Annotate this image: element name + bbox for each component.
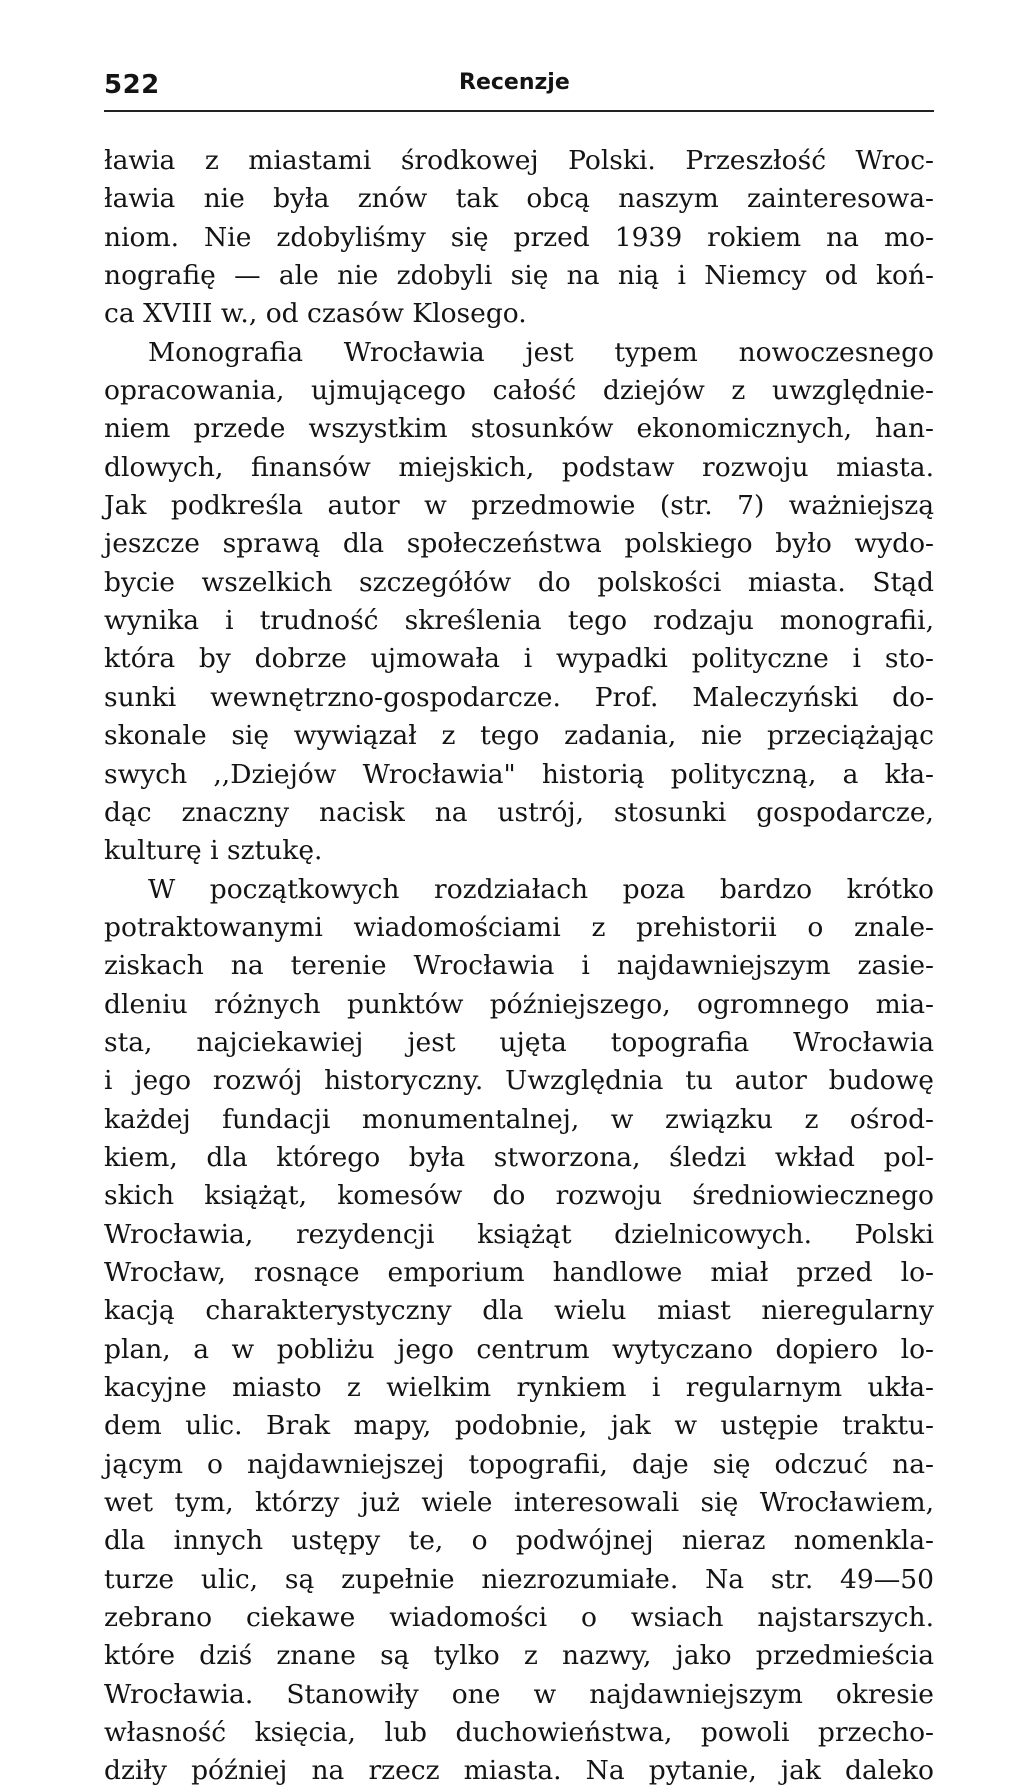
text-line: kiem, dla którego była stworzona, śledzi wkład pol- xyxy=(104,1141,934,1173)
text-line: Wrocław, rosnące emporium handlowe miał przed lo- xyxy=(104,1256,934,1288)
body-text xyxy=(104,142,934,1791)
page-number: 522 xyxy=(104,70,160,100)
text-line: dla innych ustępy te, o podwójnej nieraz nomenkla- xyxy=(104,1525,934,1557)
text-line: jącym o najdawniejszej topografii, daje się odczuć na- xyxy=(104,1448,934,1480)
text-line: sunki wewnętrzno-gospodarcze. Prof. Maleczyński do- xyxy=(104,681,934,713)
text-line: Wrocławia. Stanowiły one w najdawniejszym okresie xyxy=(104,1678,934,1710)
text-line: ławia nie była znów tak obcą naszym zainteresowa- xyxy=(104,183,934,215)
text-line: własność księcia, lub duchowieństwa, powoli przecho- xyxy=(104,1717,934,1749)
text-line: zebrano ciekawe wiadomości o wsiach najstarszych. xyxy=(104,1602,934,1634)
text-line: sta, najciekawiej jest ujęta topografia Wrocławia xyxy=(104,1026,934,1058)
text-line: swych ,,Dziejów Wrocławia" historią polityczną, a kła- xyxy=(104,758,934,790)
text-line: która by dobrze ujmowała i wypadki polityczne i sto- xyxy=(104,643,934,675)
text-line: skonale się wywiązał z tego zadania, nie przeciążając xyxy=(104,720,934,752)
text-line: opracowania, ujmującego całość dziejów z uwzględnie- xyxy=(104,375,934,407)
text-line: niem przede wszystkim stosunków ekonomicznych, han- xyxy=(104,413,934,445)
text-line: Jak podkreśla autor w przedmowie (str. 7) ważniejszą xyxy=(104,490,934,522)
text-line: ca XVIII w., od czasów Klosego. xyxy=(104,298,527,330)
text-line: które dziś znane są tylko z nazwy, jako przedmieścia xyxy=(104,1640,934,1672)
text-line: Monografia Wrocławia jest typem nowoczesnego xyxy=(148,336,934,368)
text-line: dąc znaczny nacisk na ustrój, stosunki gospodarcze, xyxy=(104,796,934,828)
text-line: kulturę i sztukę. xyxy=(104,835,323,867)
text-line: każdej fundacji monumentalnej, w związku z ośrod- xyxy=(104,1103,934,1135)
text-line: ziskach na terenie Wrocławia i najdawniejszym zasie- xyxy=(104,950,934,982)
text-line: plan, a w pobliżu jego centrum wytyczano dopiero lo- xyxy=(104,1333,934,1365)
text-line: bycie wszelkich szczegółów do polskości miasta. Stąd xyxy=(104,566,934,598)
text-line: dlowych, finansów miejskich, podstaw rozwoju miasta. xyxy=(104,451,934,483)
text-line: nografię — ale nie zdobyli się na nią i Niemcy od koń- xyxy=(104,260,934,292)
running-head xyxy=(104,70,934,110)
text-line: W początkowych rozdziałach poza bardzo krótko xyxy=(148,873,934,905)
text-line: kacją charakterystyczny dla wielu miast nieregularny xyxy=(104,1295,934,1327)
text-line: dleniu różnych punktów późniejszego, ogromnego mia- xyxy=(104,988,934,1020)
text-line: wet tym, którzy już wiele interesowali się Wrocławiem, xyxy=(104,1487,934,1519)
text-line: kacyjne miasto z wielkim rynkiem i regularnym ukła- xyxy=(104,1372,934,1403)
text-line: niom. Nie zdobyliśmy się przed 1939 rokiem na mo- xyxy=(104,221,934,253)
text-line: jeszcze sprawą dla społeczeństwa polskiego było wydo- xyxy=(104,528,934,560)
text-line: potraktowanymi wiadomościami z prehistorii o znale- xyxy=(104,911,934,943)
header-rule xyxy=(104,110,934,112)
text-line: dziły później na rzecz miasta. Na pytanie, jak daleko xyxy=(104,1755,934,1787)
text-line: skich książąt, komesów do rozwoju średniowiecznego xyxy=(104,1180,934,1212)
text-line: Wrocławia, rezydencji książąt dzielnicowych. Polski xyxy=(104,1218,934,1250)
text-line: i jego rozwój historyczny. Uwzględnia tu autor budowę xyxy=(104,1065,934,1097)
text-line: turze ulic, są zupełnie niezrozumiałe. Na str. 49—50 xyxy=(104,1563,934,1595)
text-line: dem ulic. Brak mapy, podobnie, jak w ustępie traktu- xyxy=(104,1410,934,1442)
text-line: wynika i trudność skreślenia tego rodzaju monografii, xyxy=(104,605,934,637)
text-line: ławia z miastami środkowej Polski. Przeszłość Wroc- xyxy=(104,145,934,176)
section-title: Recenzje xyxy=(459,70,570,95)
